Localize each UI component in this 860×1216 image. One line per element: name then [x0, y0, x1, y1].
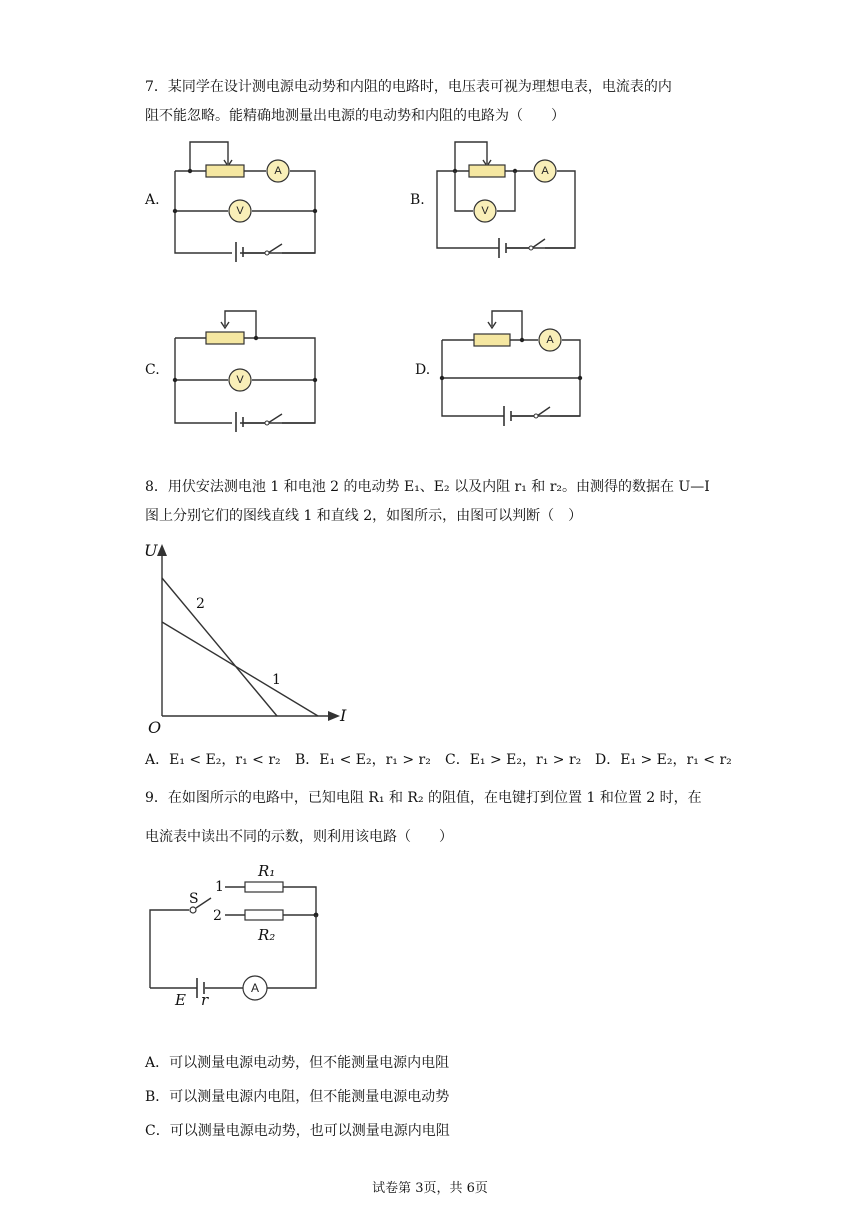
voltmeter-label: V: [481, 205, 489, 217]
internal-resistance-label: r: [201, 991, 209, 1009]
q7-circuit-c: [170, 308, 320, 428]
q9-option-c[interactable]: C．可以测量电源电动势，也可以测量电源内电阻: [145, 1123, 450, 1139]
q7-option-c-label[interactable]: C.: [145, 362, 160, 378]
ammeter-label: A: [541, 165, 549, 177]
q8-option-c[interactable]: C．E₁ > E₂，r₁ > r₂: [445, 752, 582, 768]
r2-label: R₂: [258, 926, 276, 944]
switch-label: S: [189, 891, 199, 907]
line-1: [162, 622, 318, 716]
emf-label: E: [175, 991, 186, 1009]
line-2: [162, 578, 277, 716]
q8-option-d[interactable]: D．E₁ > E₂，r₁ < r₂: [595, 752, 732, 768]
voltmeter-label: V: [236, 374, 244, 386]
q8-stem-line2: 图上分别它们的图线直线 1 和直线 2，如图所示，由图可以判断（ ）: [145, 508, 583, 524]
line-1-label: 1: [272, 672, 281, 688]
u-axis-label: U: [144, 541, 158, 560]
q9-stem-line1: 9．在如图所示的电路中，已知电阻 R₁ 和 R₂ 的阻值，在电键打到位置 1 和位置 2 时，在: [145, 790, 702, 806]
q9-stem-line2: 电流表中读出不同的示数，则利用该电路（ ）: [145, 829, 453, 845]
pos2-label: 2: [213, 908, 222, 924]
line-2-label: 2: [196, 596, 205, 612]
origin-label: O: [148, 718, 162, 737]
q7-option-b-label[interactable]: B.: [410, 192, 425, 208]
q7-option-a-label[interactable]: A.: [145, 192, 160, 208]
q7-circuit-a: [170, 138, 320, 258]
q7-circuit-b: [437, 138, 582, 258]
ammeter-label: A: [546, 334, 554, 346]
q7-option-d-label[interactable]: D.: [415, 362, 431, 378]
i-axis-label: I: [340, 706, 347, 725]
q8-option-a[interactable]: A．E₁ < E₂，r₁ < r₂: [145, 752, 281, 768]
q7-circuit-d: [442, 308, 587, 428]
q8-option-b[interactable]: B．E₁ < E₂，r₁ > r₂: [295, 752, 431, 768]
ammeter-label: A: [274, 165, 282, 177]
q8-ui-graph: [140, 538, 370, 738]
page-footer: 试卷第 3页，共 6页: [372, 1181, 488, 1196]
q9-circuit: [145, 860, 335, 1010]
q9-option-a[interactable]: A．可以测量电源电动势，但不能测量电源内电阻: [145, 1055, 450, 1071]
q7-stem-line2: 阻不能忽略。能精确地测量出电源的电动势和内阻的电路为（ ）: [145, 108, 565, 124]
q7-stem-line1: 7．某同学在设计测电源电动势和内阻的电路时，电压表可视为理想电表，电流表的内: [145, 79, 672, 95]
q9-option-b[interactable]: B．可以测量电源内电阻，但不能测量电源电动势: [145, 1089, 450, 1105]
pos1-label: 1: [215, 879, 224, 895]
ammeter-label: A: [250, 981, 260, 995]
q8-stem-line1: 8．用伏安法测电池 1 和电池 2 的电动势 E₁、E₂ 以及内阻 r₁ 和 r₂。由测得的数据在 U—I: [145, 479, 710, 495]
voltmeter-label: V: [236, 205, 244, 217]
r1-label: R₁: [258, 862, 276, 880]
